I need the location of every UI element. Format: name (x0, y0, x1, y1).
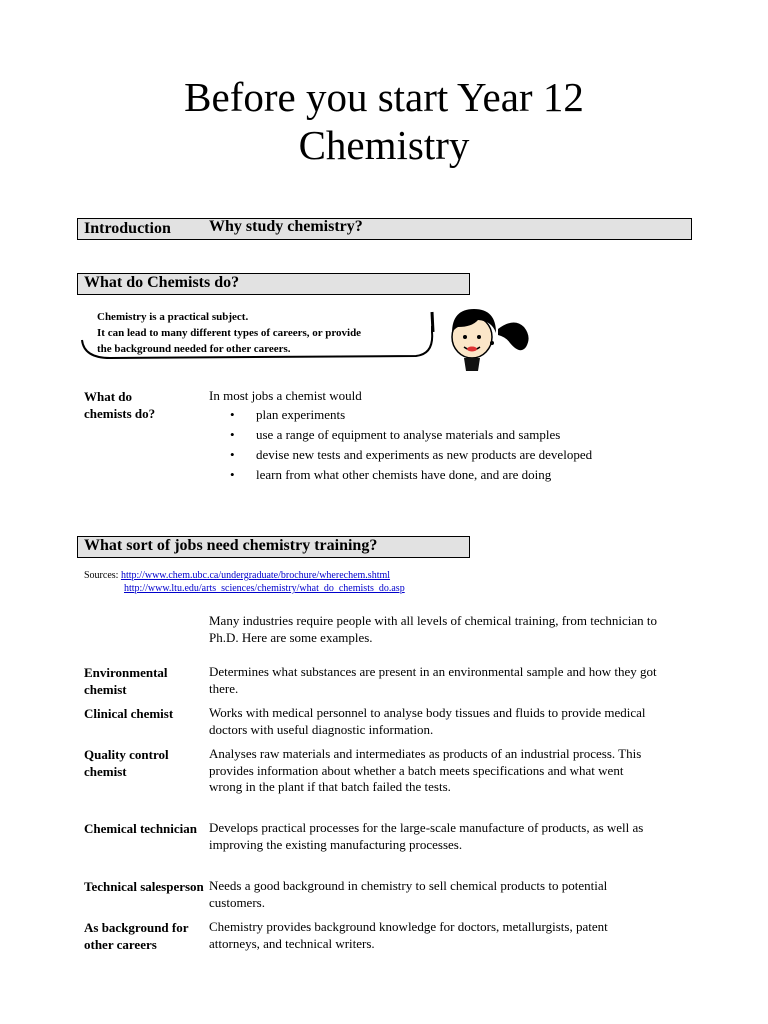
bubble-line-3: the background needed for other careers. (97, 343, 291, 355)
what-do-label-line-2: chemists do? (84, 406, 156, 421)
list-item: • use a range of equipment to analyse materials and samples (230, 427, 630, 444)
chemist-activities-list (230, 407, 630, 487)
sources (84, 569, 684, 595)
what-chemists-do-heading-bar (77, 273, 470, 295)
job-description: Works with medical personnel to analyse body tissues and fluids to provide medical doctors with useful diagnostic information. (209, 705, 646, 737)
list-item: • learn from what other chemists have done, and are doing (230, 467, 630, 484)
girl-illustration (444, 303, 534, 371)
job-label: Clinical chemist (84, 706, 174, 721)
what-chemists-do-heading: What do Chemists do? (84, 274, 240, 291)
jobs-heading-bar (77, 536, 470, 558)
job-label: Technical salesperson (84, 879, 204, 894)
chemist-jobs-intro: In most jobs a chemist would (209, 388, 362, 403)
title-line-1: Before you start Year 12 (184, 74, 584, 120)
jobs-intro: Many industries require people with all levels of chemical training, from technician to Ph.D. Here are some examples. (209, 613, 657, 645)
job-description: Analyses raw materials and intermediates as products of an industrial process. This provides information about whether a batch meets specifications and what went wrong in the plant if that batch failed the tests. (209, 746, 642, 794)
list-item: • devise new tests and experiments as new products are developed (230, 447, 630, 464)
what-do-chemists-do-label (84, 388, 204, 422)
source-link-ltu[interactable]: http://www.ltu.edu/arts_sciences/chemistry/what_do_chemists_do.asp (124, 583, 405, 594)
what-do-label-line-1: What do (84, 389, 133, 404)
source-link-ubc[interactable]: http://www.chem.ubc.ca/undergraduate/brochure/wherechem.shtml (120, 570, 391, 581)
job-label: Quality control chemist (84, 747, 169, 779)
bubble-line-2: It can lead to many different types of careers, or provide (97, 327, 362, 339)
job-description: Determines what substances are present in an environmental sample and how they got there. (209, 664, 657, 696)
introduction-heading-bar (77, 218, 692, 240)
bubble-line-1: Chemistry is a practical subject. (97, 311, 249, 323)
job-label: Chemical technician (84, 821, 198, 836)
sources-label: Sources: (84, 570, 119, 581)
jobs-heading: What sort of jobs need chemistry training? (84, 537, 378, 554)
job-description: Needs a good background in chemistry to sell chemical products to potential customers. (209, 878, 608, 910)
introduction-label: Introduction (84, 220, 171, 237)
page-title (0, 73, 768, 169)
job-description: Chemistry provides background knowledge for doctors, metallurgists, patent attorneys, and technical writers. (209, 919, 608, 951)
list-item: • plan experiments (230, 407, 630, 424)
speech-bubble (80, 302, 436, 364)
job-label: Environmental chemist (84, 665, 168, 697)
job-label: As background for other careers (84, 920, 189, 952)
title-line-2: Chemistry (298, 122, 470, 168)
why-study-heading: Why study chemistry? (209, 218, 363, 235)
job-description: Develops practical processes for the large-scale manufacture of products, as well as improving the existing manufacturing processes. (209, 820, 644, 852)
